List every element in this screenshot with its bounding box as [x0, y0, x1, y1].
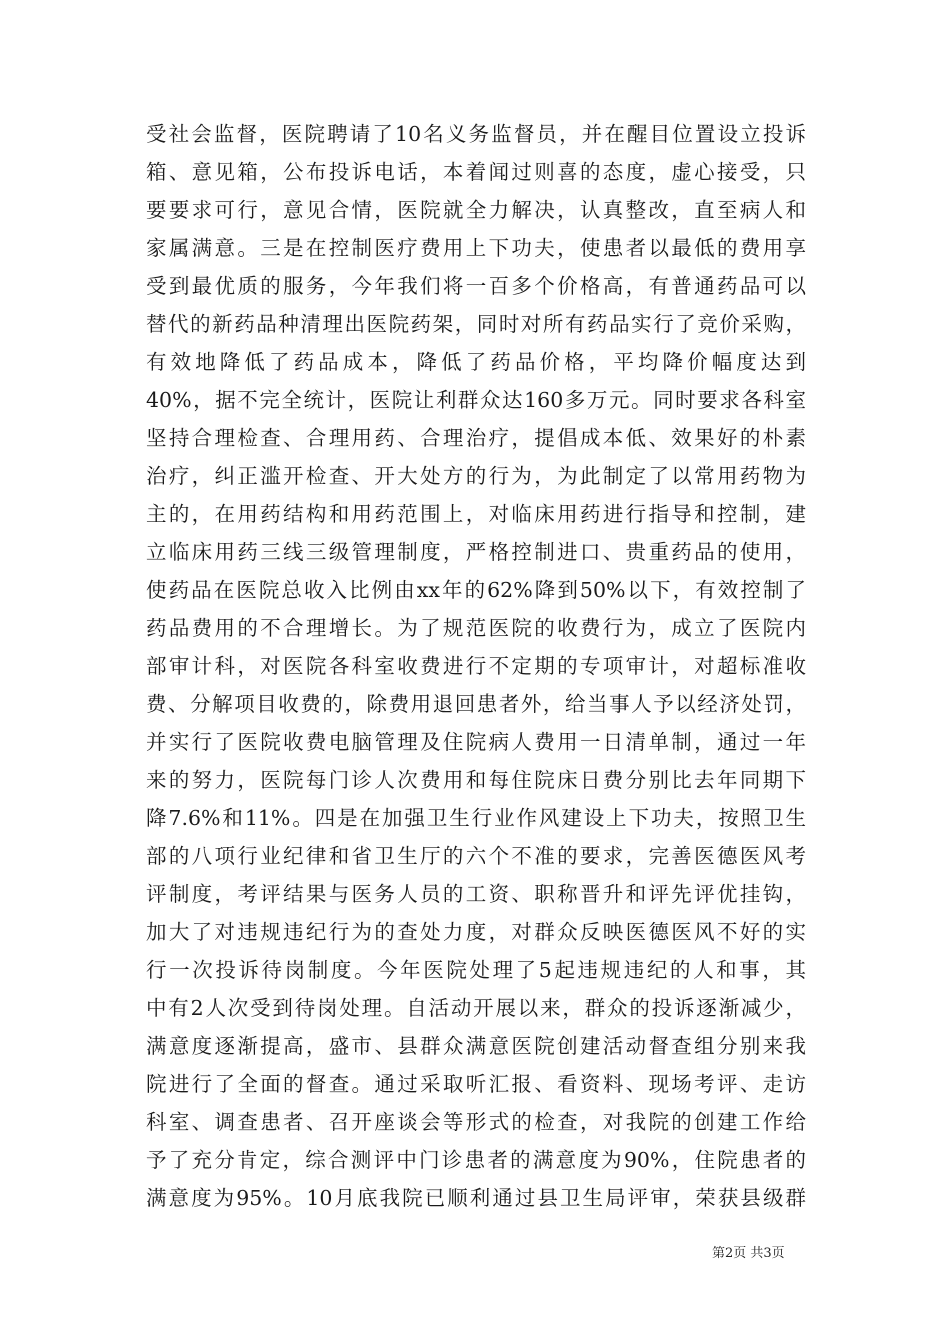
text-line: 箱、意见箱，公布投诉电话，本着闻过则喜的态度，虚心接受，只 [146, 160, 806, 184]
text-line: 并实行了医院收费电脑管理及住院病人费用一日清单制，通过一年 [146, 730, 806, 754]
text-line: 坚持合理检查、合理用药、合理治疗，提倡成本低、效果好的朴素 [146, 426, 806, 450]
text-line: 科室、调查患者、召开座谈会等形式的检查，对我院的创建工作给 [146, 1110, 806, 1134]
text-line: 受社会监督，医院聘请了10名义务监督员，并在醒目位置设立投诉 [146, 122, 806, 146]
text-line: 部的八项行业纪律和省卫生厅的六个不准的要求，完善医德医风考 [146, 844, 806, 868]
text-line: 院进行了全面的督查。通过采取听汇报、看资料、现场考评、走访 [146, 1072, 806, 1096]
text-line: 替代的新药品种清理出医院药架，同时对所有药品实行了竞价采购， [146, 312, 806, 336]
text-line: 降7.6%和11%。四是在加强卫生行业作风建设上下功夫，按照卫生 [146, 806, 806, 830]
text-line: 行一次投诉待岗制度。今年医院处理了5起违规违纪的人和事，其 [146, 958, 806, 982]
body-text [146, 115, 806, 1217]
text-line: 药品费用的不合理增长。为了规范医院的收费行为，成立了医院内 [146, 616, 806, 640]
text-line: 费、分解项目收费的，除费用退回患者外，给当事人予以经济处罚， [146, 692, 806, 716]
text-line: 受到最优质的服务，今年我们将一百多个价格高，有普通药品可以 [146, 274, 806, 298]
text-line: 满意度逐渐提高，盛市、县群众满意医院创建活动督查组分别来我 [146, 1034, 806, 1058]
text-line: 家属满意。三是在控制医疗费用上下功夫，使患者以最低的费用享 [146, 236, 806, 260]
text-line: 主的，在用药结构和用药范围上，对临床用药进行指导和控制，建 [146, 502, 806, 526]
text-line: 治疗，纠正滥开检查、开大处方的行为，为此制定了以常用药物为 [146, 464, 806, 488]
text-line: 使药品在医院总收入比例由xx年的62%降到50%以下，有效控制了 [146, 578, 806, 602]
text-line: 予了充分肯定，综合测评中门诊患者的满意度为90%，住院患者的 [146, 1148, 806, 1172]
text-line: 满意度为95%。10月底我院已顺利通过县卫生局评审，荣获县级群 [146, 1186, 806, 1210]
text-line: 有效地降低了药品成本，降低了药品价格，平均降价幅度达到 [146, 350, 806, 374]
text-line: 40%，据不完全统计，医院让利群众达160多万元。同时要求各科室 [146, 388, 806, 412]
text-line: 评制度，考评结果与医务人员的工资、职称晋升和评先评优挂钩， [146, 882, 806, 906]
text-line: 加大了对违规违纪行为的查处力度，对群众反映医德医风不好的实 [146, 920, 806, 944]
text-line: 立临床用药三线三级管理制度，严格控制进口、贵重药品的使用， [146, 540, 806, 564]
page-number: 第2页 共3页 [712, 1246, 785, 1261]
text-line: 要要求可行，意见合情，医院就全力解决，认真整改，直至病人和 [146, 198, 806, 222]
text-line: 来的努力，医院每门诊人次费用和每住院床日费分别比去年同期下 [146, 768, 806, 792]
text-line: 部审计科，对医院各科室收费进行不定期的专项审计，对超标准收 [146, 654, 806, 678]
text-line: 中有2人次受到待岗处理。自活动开展以来，群众的投诉逐渐减少， [146, 996, 806, 1020]
